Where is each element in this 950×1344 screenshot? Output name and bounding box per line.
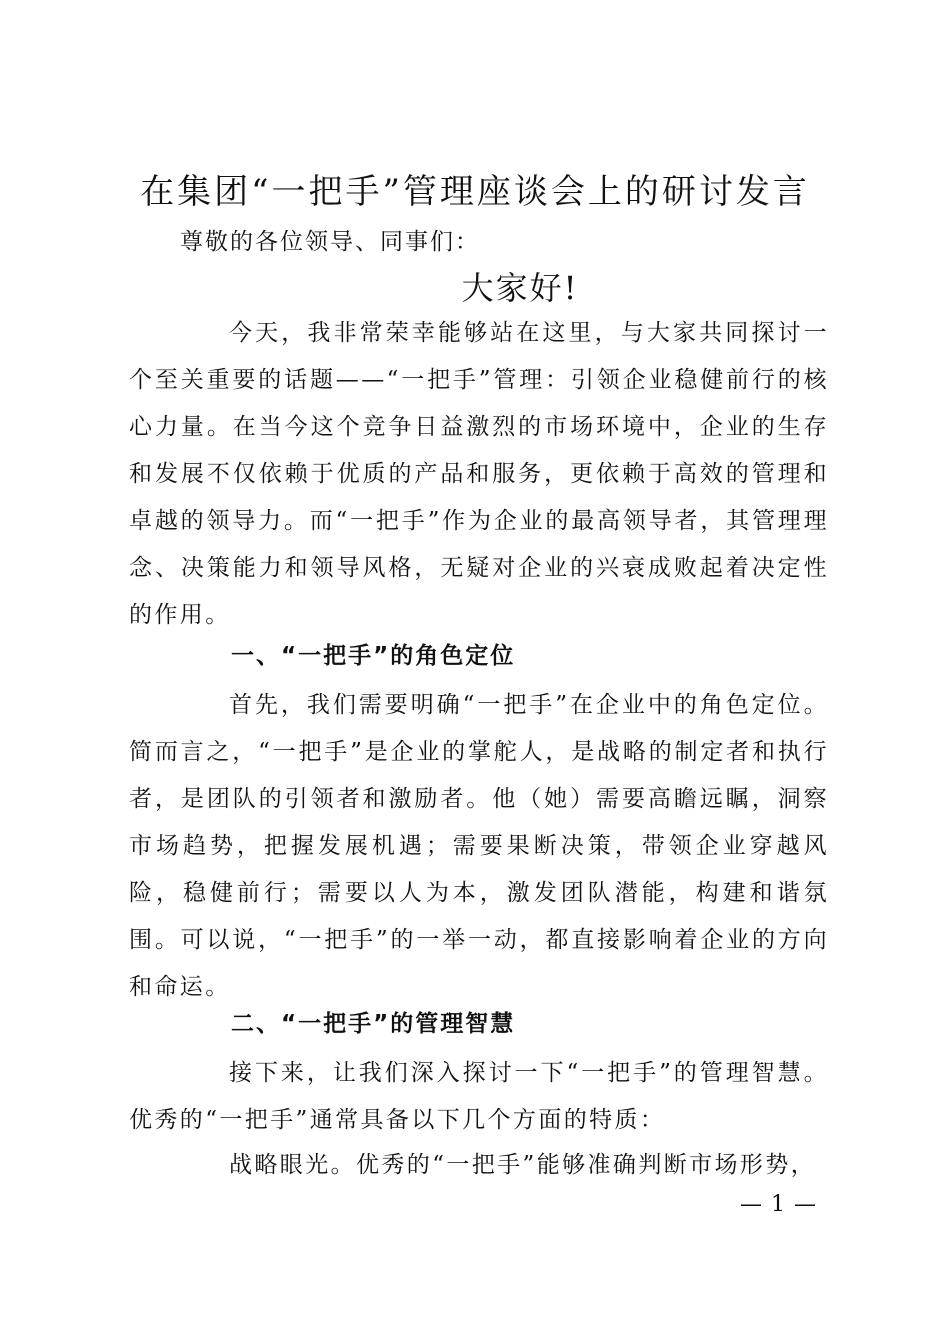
wisdom-paragraph: 接下来，让我们深入探讨一下“一把手”的管理智慧。优秀的“一把手”通常具备以下几个方面的特质： <box>129 1060 829 1133</box>
greeting: 大家好! <box>461 269 579 307</box>
salutation: 尊敬的各位领导、同事们： <box>180 229 480 255</box>
section-heading-role: 一、“一把手”的角色定位 <box>231 643 516 669</box>
section-heading-wisdom: 二、“一把手”的管理智慧 <box>231 1011 516 1037</box>
strategy-paragraph: 战略眼光。优秀的“一把手”能够准确判断市场形势， <box>229 1152 817 1178</box>
document-title: 在集团“一把手”管理座谈会上的研讨发言 <box>140 172 810 212</box>
page-number: — 1 — <box>740 1192 817 1217</box>
intro-paragraph: 今天，我非常荣幸能够站在这里，与大家共同探讨一个至关重要的话题——“一把手”管理：引领企业稳健前行的核心力量。在当今这个竞争日益激烈的市场环境中，企业的生存和发展不仅依赖于优质的产品和服务，更依赖于高效的管理和卓越的领导力。而“一把手”作为企业的最高领导者，其管理理念、决策能力和领导风格，无疑对企业的兴衰成败起着决定性的作用。 <box>129 320 829 628</box>
role-paragraph: 首先，我们需要明确“一把手”在企业中的角色定位。简而言之，“一把手”是企业的掌舵人，是战略的制定者和执行者，是团队的引领者和激励者。他（她）需要高瞻远瞩，洞察市场趋势，把握发展机遇；需要果断决策，带领企业穿越风险，稳健前行；需要以人为本，激发团队潜能，构建和谐氛围。可以说，“一把手”的一举一动，都直接影响着企业的方向和命运。 <box>129 692 829 1000</box>
